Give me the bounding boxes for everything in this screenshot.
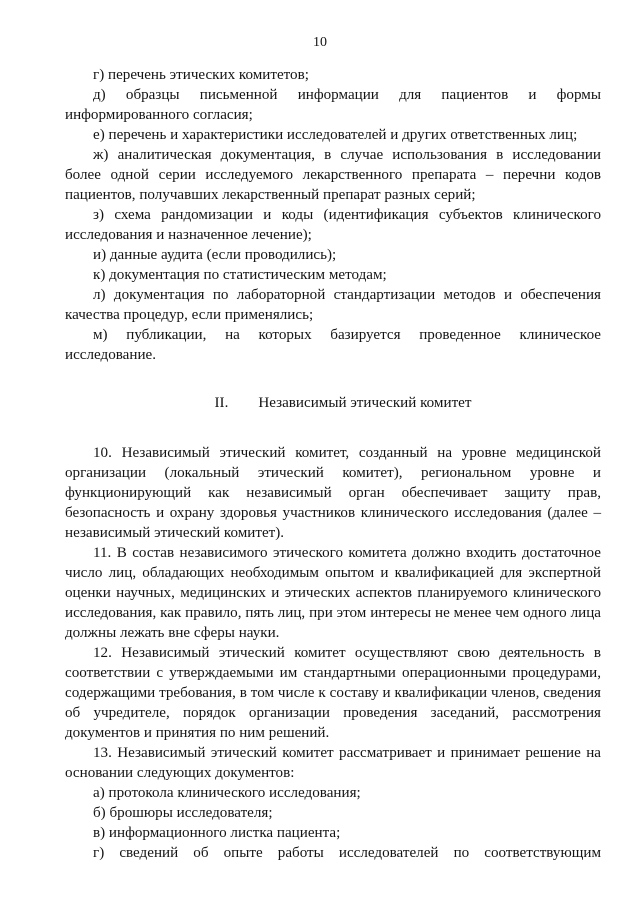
list-item: е) перечень и характеристики исследователей и других ответственных лиц;: [93, 127, 578, 143]
section-title: Независимый этический комитет: [258, 395, 472, 411]
list-item: д) образцы письменной информации для пациентов и формы информированного согласия;: [65, 87, 601, 123]
list-item: а) протокола клинического исследования;: [93, 785, 361, 801]
section-number: II.: [214, 395, 229, 411]
list-item: ж) аналитическая документация, в случае использования в исследовании более одной серии исследуемого лекарственного препарата – перечни кодов пациентов, получавших лекарственный препарат разных серий;: [65, 147, 601, 203]
list-item: г) перечень этических комитетов;: [93, 67, 309, 83]
list-item: л) документация по лабораторной стандартизации методов и обеспечения качества процедур, если применялись;: [65, 287, 601, 323]
paragraph: 12. Независимый этический комитет осуществляют свою деятельность в соответствии с утверждаемыми им стандартными операционными процедурами, содержащими требования, в том числе к составу и квалификации членов, сведения об учредителе, порядок организации проведения заседаний, рассмотрения документов и принятия по ним решений.: [65, 645, 601, 741]
list-item: г) сведений об опыте работы исследователей по соответствующим: [93, 845, 601, 861]
section-heading: [65, 393, 601, 413]
paragraph: 13. Независимый этический комитет рассматривает и принимает решение на основании следующих документов:: [65, 745, 601, 781]
document-body: [65, 65, 601, 863]
paragraph: 11. В состав независимого этического комитета должно входить достаточное число лиц, обладающих необходимым опытом и квалификацией для экспертной оценки научных, медицинских и этических аспектов планируемого клинического исследования, как правило, пять лиц, при этом интересы не менее чем одного лица должны лежать вне сферы науки.: [65, 545, 601, 641]
page-number: 10: [313, 35, 327, 50]
list-item: м) публикации, на которых базируется проведенное клиническое исследование.: [65, 327, 601, 363]
list-item: и) данные аудита (если проводились);: [93, 247, 337, 263]
list-item: в) информационного листка пациента;: [93, 825, 341, 841]
list-item: к) документация по статистическим методам;: [93, 267, 387, 283]
list-item: з) схема рандомизации и коды (идентификация субъектов клинического исследования и назначенное лечение);: [65, 207, 601, 243]
paragraph: 10. Независимый этический комитет, созданный на уровне медицинской организации (локальный этический комитет), региональном уровне и функционирующий как независимый орган обеспечивает защиту прав, безопасность и охрану здоровья участников клинического исследования (далее – независимый этический комитет).: [65, 445, 601, 541]
list-item: б) брошюры исследователя;: [93, 805, 273, 821]
